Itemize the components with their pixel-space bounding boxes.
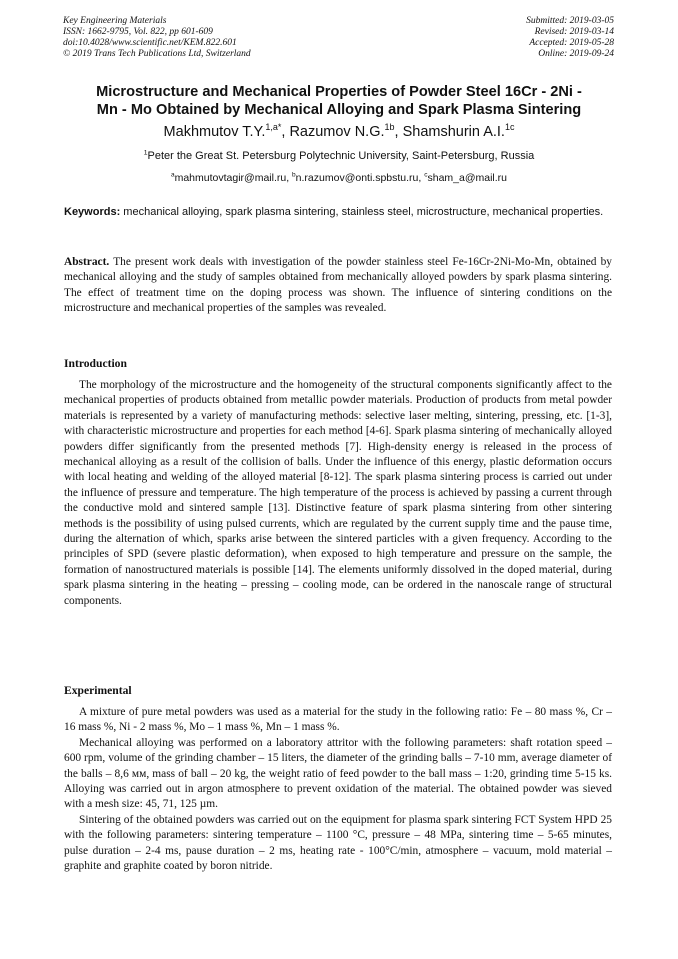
author-mark: 1,a* bbox=[265, 122, 282, 133]
abstract bbox=[64, 255, 612, 317]
paper-title bbox=[60, 83, 618, 119]
paper-title-line-1: Microstructure and Mechanical Properties of Powder Steel 16Cr - 2Ni - bbox=[96, 84, 582, 100]
keywords bbox=[64, 205, 612, 221]
author-list bbox=[60, 123, 618, 141]
email-link[interactable]: n.razumov@onti.spbstu.ru, bbox=[295, 172, 425, 184]
introduction-heading: Introduction bbox=[64, 357, 127, 370]
affiliation-mark: 1 bbox=[143, 149, 148, 157]
author-name: Razumov N.G. bbox=[289, 124, 385, 140]
abstract-label: Abstract. bbox=[64, 256, 110, 268]
journal-doi: doi:10.4028/www.scientific.net/KEM.822.601 bbox=[63, 38, 237, 48]
affiliation bbox=[60, 149, 618, 163]
date-revised: Revised: 2019-03-14 bbox=[534, 27, 614, 37]
date-online: Online: 2019-09-24 bbox=[538, 49, 614, 59]
journal-issn: ISSN: 1662-9795, Vol. 822, pp 601-609 bbox=[63, 27, 213, 37]
email-mark: a bbox=[170, 171, 175, 179]
author-separator: , bbox=[394, 124, 403, 140]
journal-name: Key Engineering Materials bbox=[63, 16, 167, 26]
experimental-paragraph: Sintering of the obtained powders was carried out on the equipment for plasma spark sintering FCT System HPD 25 with the following parameters: sintering temperature – 1100 °C, pressure – 48 MPa, sintering time – 5-65 minutes, pulse duration – 2-4 ms, pause duration – 2 ms, heating rate - 100°C/min, atmosphere – vacuum, mold material – graphite and graphite coated by boron nitride. bbox=[64, 813, 612, 873]
keywords-label: Keywords: bbox=[64, 206, 121, 218]
journal-copyright: © 2019 Trans Tech Publications Ltd, Switzerland bbox=[63, 49, 251, 59]
email-link[interactable]: sham_a@mail.ru bbox=[427, 172, 508, 184]
author-mark: 1b bbox=[384, 122, 395, 133]
date-accepted: Accepted: 2019-05-28 bbox=[529, 38, 614, 48]
email-mark: c bbox=[424, 171, 428, 179]
introduction-paragraph: The morphology of the microstructure and the homogeneity of the structural components significantly affect to the mechanical properties of products obtained from metallic powder materials. Production of products from metal powder materials is represented by a variety of manufacturing methods: selective laser melting, sintering, pressing, etc. [1-3], with characteristic microstructure and properties for each method [4-6]. Spark plasma sintering of mechanically alloyed powders differ significantly from the presented methods [7]. High-density energy is released in the process of mechanical alloying as a result of the collision of balls. Under the influence of this energy, plastic deformation occurs with local heating and welding of the alloyed material [8-12]. The spark plasma sintering process is carried out under the influence of pressure and temperature. The high temperature of the process is achieved by passing a current through the conductive mold and sintered sample [13]. Distinctive feature of spark plasma sintering from other sintering methods is the possibility of using pulsed currents, which are regulated by the current supply time and the pause time, during the alternation of which, sparks arise between the sintered particles with a given frequency. According to the principles of SPD (severe plastic deformation), when exposed to high temperature and pressure on the sample, the formation of nanostructured materials is possible [14]. The elements uniformly dissolved in the doped material, during spark plasma sintering in the heating – pressing – cooling mode, can be ordered in the nanoscale range of structural components. bbox=[64, 379, 612, 607]
journal-header bbox=[63, 16, 251, 60]
affiliation-text: Peter the Great St. Petersburg Polytechnic University, Saint-Petersburg, Russia bbox=[147, 150, 535, 162]
email-link[interactable]: mahmutovtagir@mail.ru, bbox=[174, 172, 293, 184]
author-separator: , bbox=[281, 124, 290, 140]
keywords-text: mechanical alloying, spark plasma sintering, stainless steel, microstructure, mechanical properties. bbox=[120, 206, 604, 218]
author-name: Makhmutov T.Y. bbox=[163, 124, 266, 140]
experimental-heading: Experimental bbox=[64, 684, 132, 697]
email-mark: b bbox=[292, 171, 296, 179]
abstract-text: The present work deals with investigation of the powder stainless steel Fe-16Cr-2Ni-Mo-Mn, obtained by mechanical alloying and the study of samples obtained from mechanically alloyed powders by spark plasma sintering. The effect of treatment time on the doping process was shown. The influence of sintering conditions on the microstructure and mechanical properties of the samples was revealed. bbox=[64, 256, 612, 315]
paper-title-line-2: Mn - Mo Obtained by Mechanical Alloying and Spark Plasma Sintering bbox=[96, 102, 582, 118]
email-list bbox=[60, 171, 618, 185]
date-submitted: Submitted: 2019-03-05 bbox=[526, 16, 614, 26]
author-name: Shamshurin A.I. bbox=[402, 124, 505, 140]
experimental-paragraph: A mixture of pure metal powders was used as a material for the study in the following ratio: Fe – 80 mass %, Cr – 16 mass %, Ni - 2 mass %, Mo – 1 mass %, Mn – 1 mass %. bbox=[64, 706, 612, 734]
author-mark: 1c bbox=[504, 122, 515, 133]
experimental-paragraph: Mechanical alloying was performed on a laboratory attritor with the following parameters: shaft rotation speed – 600 rpm, volume of the grinding chamber – 15 liters, the diameter of the grinding balls – 7-10 mm, average diameter of the balls – 8,6 мм, mass of ball – 20 kg, the weight ratio of feed powder to the ball mass – 1:20, grinding time 5-15 ks. Alloying was carried out in argon atmosphere to prevent oxidation of the material. The obtained powder was sieved with a mesh size: 45, 71, 125 µm. bbox=[64, 736, 612, 811]
experimental-body bbox=[64, 705, 612, 874]
dates-header bbox=[526, 16, 614, 60]
introduction-body bbox=[64, 378, 612, 609]
